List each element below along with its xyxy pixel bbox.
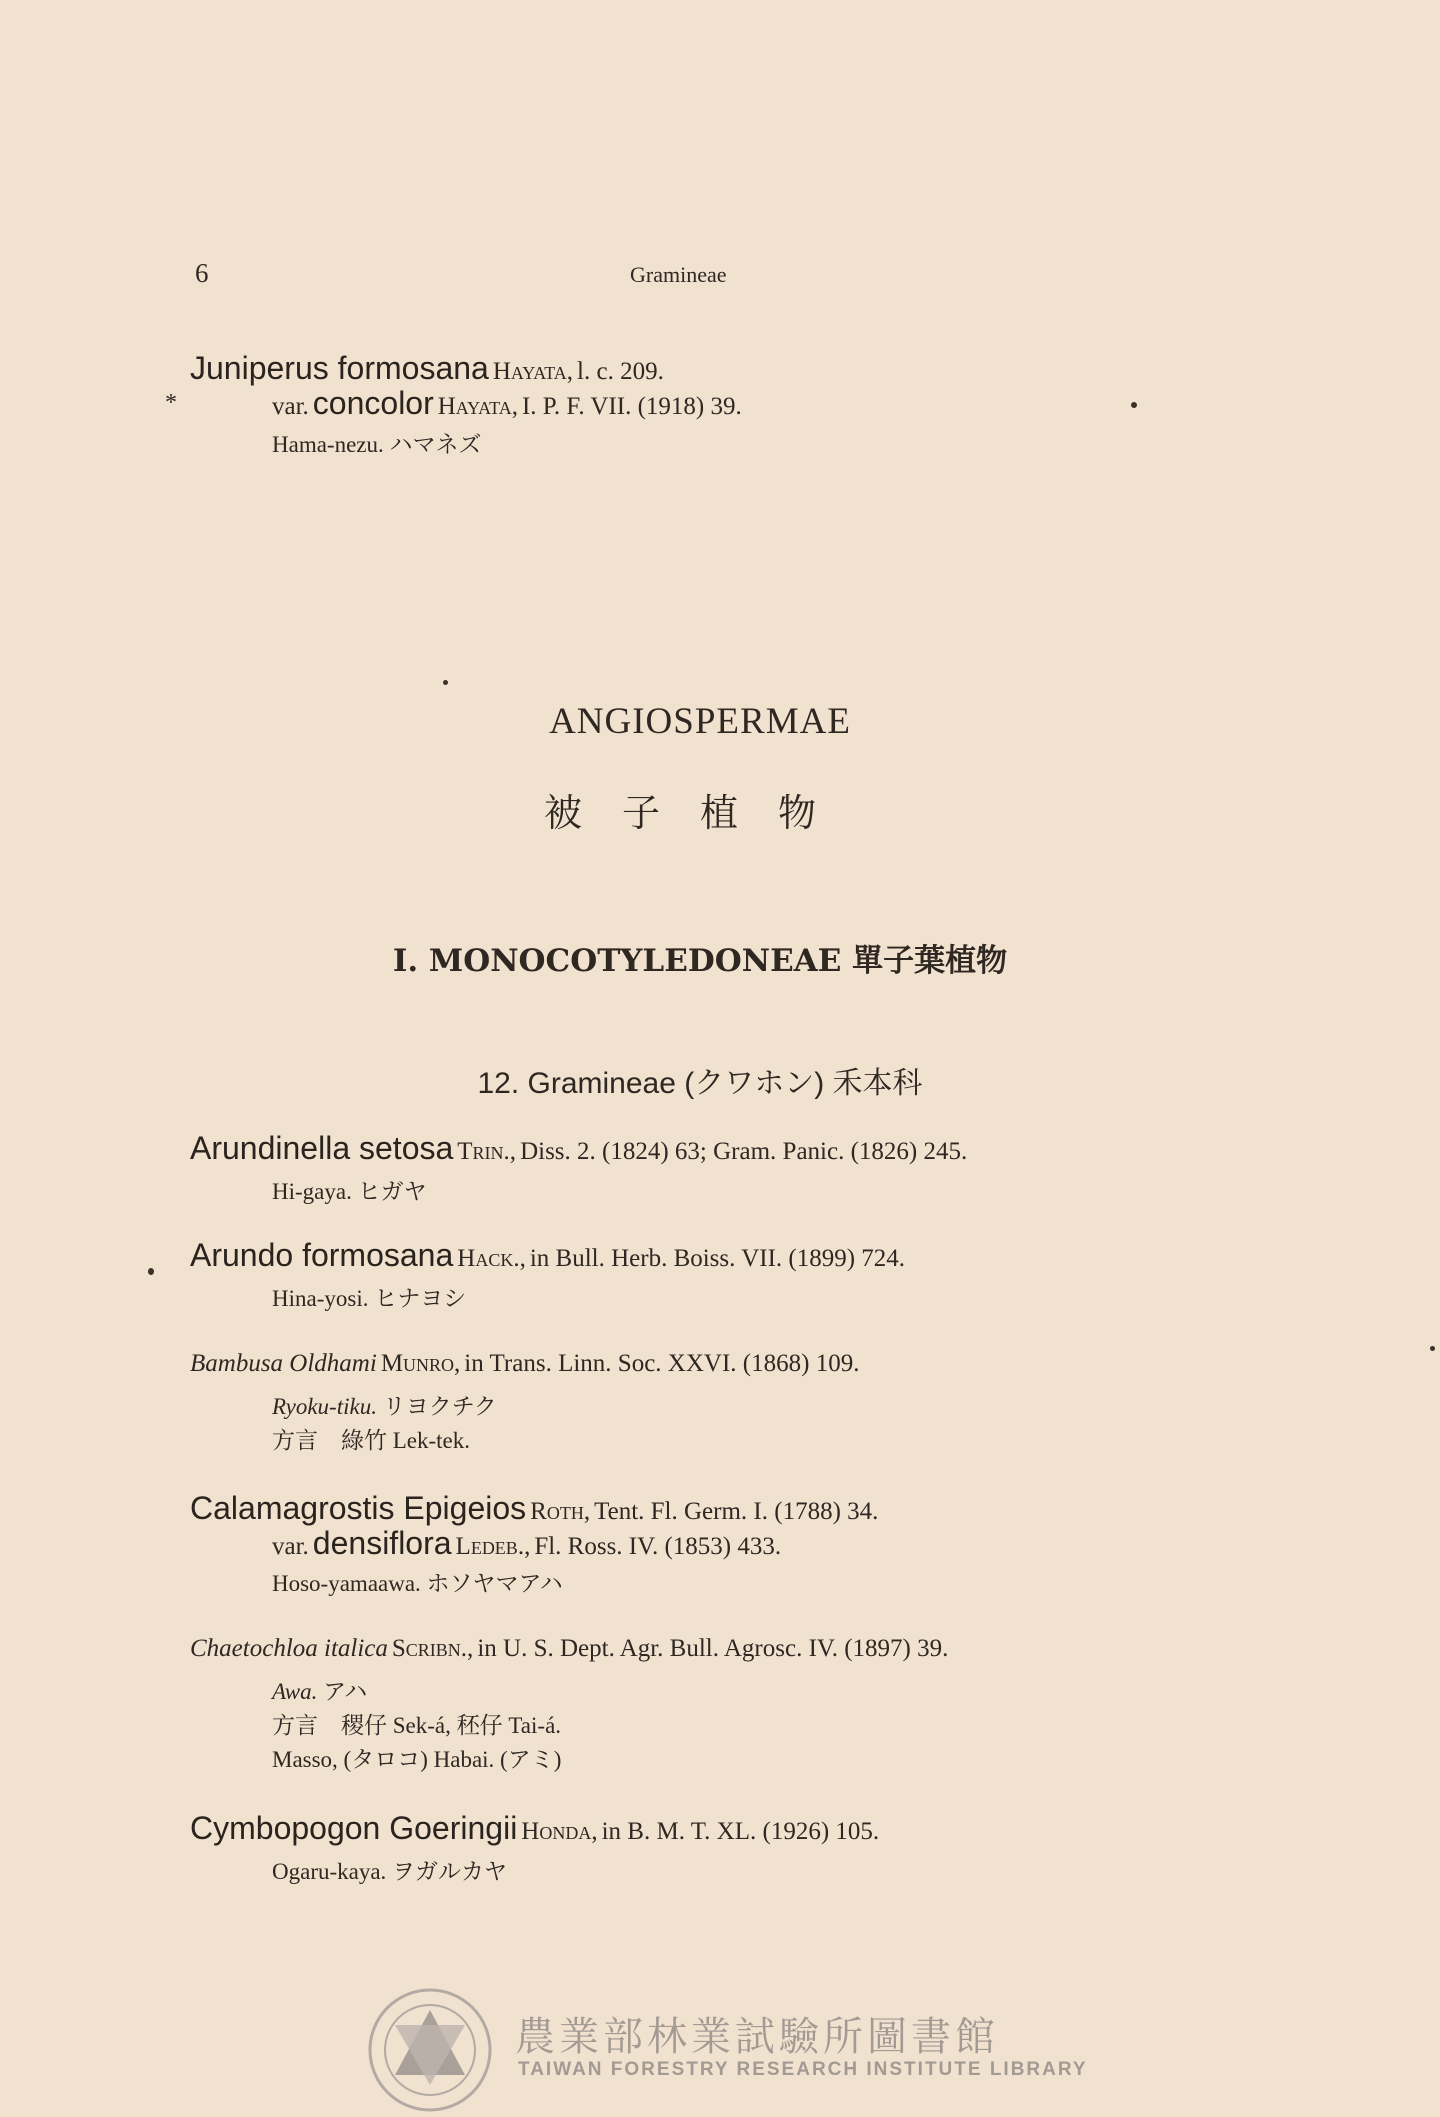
vernacular-name: Hina-yosi. ヒナヨシ [272,1286,467,1311]
species-name: Chaetochloa italica [190,1635,388,1662]
library-name-cjk: 農業部林業試驗所圖書館 [515,2014,999,2060]
vernacular-line [272,1673,367,1706]
ink-speck [1430,1346,1435,1351]
reference: in U. S. Dept. Agr. Bull. Agrosc. IV. (1897) 39. [477,1635,949,1662]
page-number: 6 [195,258,209,288]
species-name: Bambusa Oldhami [190,1350,377,1377]
section-title-cjk: 被子植物 [543,793,856,835]
species-name: Arundinella setosa [190,1130,454,1166]
vernacular-name: Awa. [272,1679,318,1704]
vernacular-name: Ryoku-tiku. [272,1394,377,1419]
dialect-name-2: Masso, (タロコ) Habai. (アミ) [272,1747,562,1772]
dialect-name: 方言 稷仔 Sek-á, 秠仔 Tai-á. [272,1713,562,1738]
variety-name: concolor [312,385,434,421]
ink-speck [1131,402,1137,408]
variety-name: densiflora [312,1525,452,1561]
author: Ledeb., [455,1533,531,1560]
vernacular-name: Hoso-yamaawa. ホソヤマアハ [272,1571,563,1596]
vernacular-name: Hi-gaya. ヒガヤ [272,1179,427,1204]
entry-cymbopogon [190,1810,879,1847]
reference: Diss. 2. (1824) 63; Gram. Panic. (1826) 245. [520,1138,968,1165]
var-label: var. [272,393,309,420]
author: Hayata, [437,393,518,420]
ink-speck [443,680,448,685]
reference: in B. M. T. XL. (1926) 105. [601,1818,880,1845]
variety-line [272,385,742,422]
entry-juniperus [190,350,664,387]
reference: Fl. Ross. IV. (1853) 433. [534,1533,782,1560]
species-name: Arundo formosana [190,1237,454,1273]
author: Honda, [521,1818,598,1845]
vernacular-kana: アハ [323,1679,368,1704]
library-seal-icon [365,1985,495,2115]
species-name: Calamagrostis Epigeios [190,1490,527,1526]
vernacular-name: Ogaru-kaya. ヲガルカヤ [272,1859,508,1884]
running-title: Gramineae [630,262,727,287]
author: Hayata, [492,358,574,385]
reference: in Trans. Linn. Soc. XXVI. (1868) 109. [464,1350,860,1377]
entry-arundinella [190,1130,967,1167]
author: Trin., [457,1138,517,1165]
variety-line [272,1525,781,1562]
var-label: var. [272,1533,309,1560]
dialect-name: 方言 綠竹 Lek-tek. [272,1428,471,1453]
class-title: I. MONOCOTYLEDONEAE 單子葉植物 [392,943,1008,979]
entry-bambusa [190,1350,859,1378]
entry-arundo [190,1237,905,1274]
reference: l. c. 209. [577,358,664,385]
author: Roth, [530,1498,591,1525]
species-name: Cymbopogon Goeringii [190,1810,518,1846]
ink-speck [148,1268,154,1275]
library-name-en: TAIWAN FORESTRY RESEARCH INSTITUTE LIBRARY [518,2059,1088,2080]
author: Munro, [380,1350,461,1377]
family-title: 12. Gramineae (クワホン) 禾本科 [477,1067,923,1100]
asterisk-mark: * [165,390,177,416]
entry-chaetochloa [190,1635,948,1663]
vernacular-name: Hama-nezu. ハマネズ [272,432,482,457]
reference: I. P. F. VII. (1918) 39. [521,393,742,420]
entry-calamagrostis [190,1490,878,1527]
author: Hack., [457,1245,526,1272]
species-name: Juniperus formosana [190,350,489,386]
reference: in Bull. Herb. Boiss. VII. (1899) 724. [529,1245,906,1272]
reference: Tent. Fl. Germ. I. (1788) 34. [594,1498,879,1525]
author: Scribn., [391,1635,474,1662]
vernacular-line [272,1388,497,1421]
section-title: ANGIOSPERMAE [549,701,851,742]
vernacular-kana: リヨクチク [382,1394,497,1419]
